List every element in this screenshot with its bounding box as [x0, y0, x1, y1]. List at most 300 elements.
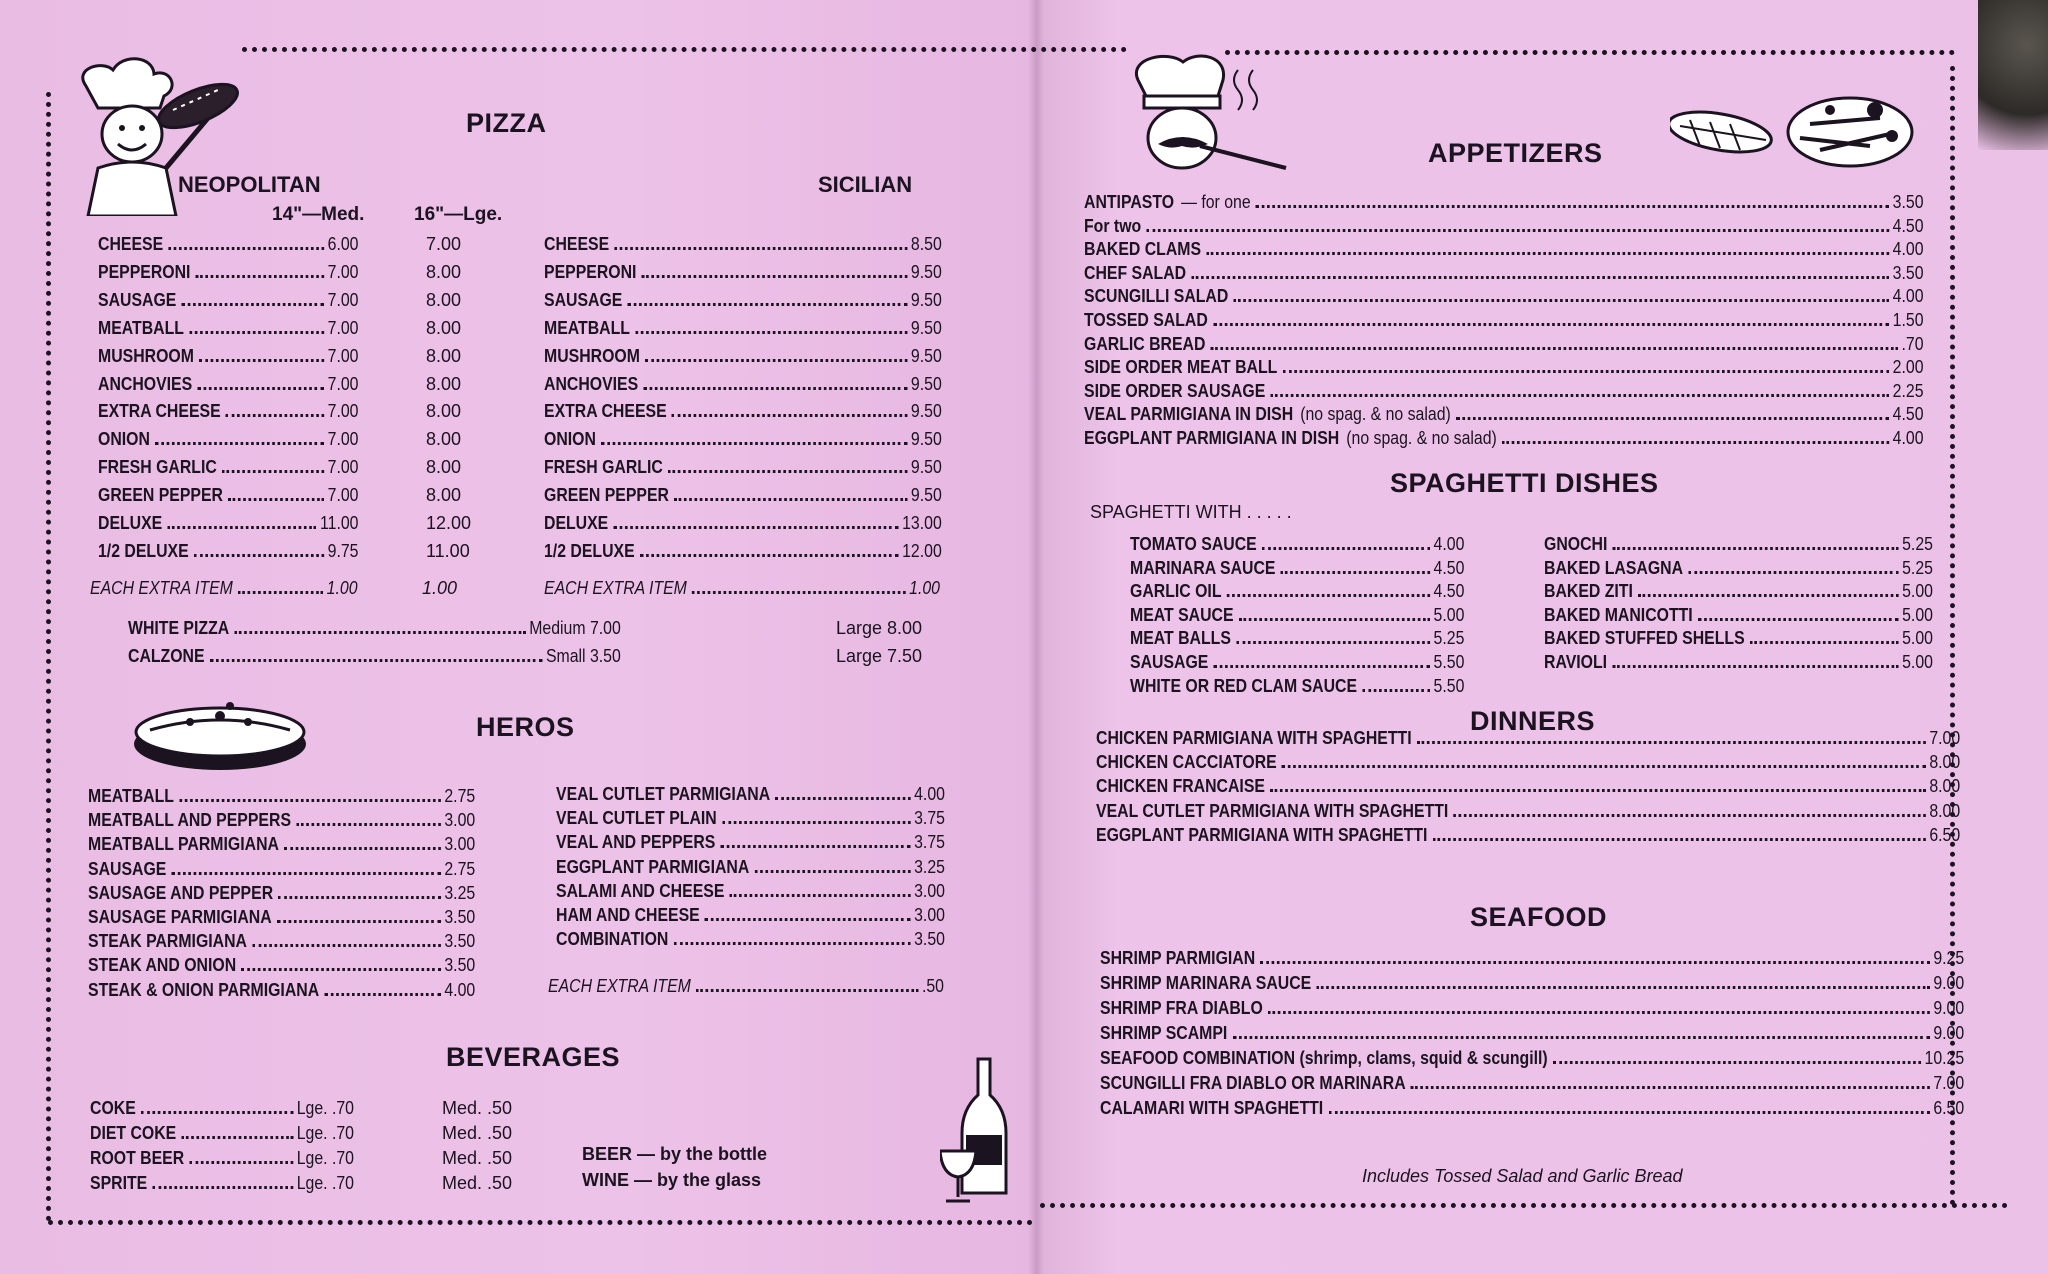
item-price: 9.00	[1933, 998, 1965, 1018]
item-price: 4.50	[1892, 215, 1924, 236]
item-price-large: 8.00	[426, 317, 462, 338]
item-price: 2.75	[444, 858, 476, 879]
item-price-medium: Med. .50	[442, 1098, 513, 1118]
item-name: TOSSED SALAD	[1084, 310, 1208, 330]
item-price: 4.00	[1892, 428, 1924, 448]
item-name: SAUSAGE	[544, 289, 623, 310]
spaghetti-row	[1544, 652, 1933, 673]
item-price: 3.75	[914, 832, 945, 853]
hero-row	[556, 905, 945, 926]
beer-line: BEER — by the bottle	[582, 1144, 768, 1164]
dinner-row	[1096, 776, 1960, 797]
appetizer-row	[1084, 263, 1924, 284]
item-price-med: 1.00	[326, 578, 358, 598]
hero-row	[88, 859, 475, 880]
item-price: 3.50	[444, 955, 476, 976]
spaghetti-row	[1544, 558, 1933, 579]
neopolitan-row	[98, 485, 358, 506]
item-name: GARLIC BREAD	[1084, 333, 1206, 354]
item-name: CALAMARI WITH SPAGHETTI	[1100, 1098, 1324, 1118]
leader-dots	[168, 247, 324, 250]
item-name: HAM AND CHEESE	[556, 905, 700, 925]
item-price: 9.50	[910, 485, 942, 506]
seafood-row	[1100, 1098, 1964, 1119]
item-name: GARLIC OIL	[1130, 581, 1222, 602]
sicilian-row	[544, 513, 942, 534]
item-price: 5.25	[1433, 628, 1465, 649]
border-top-left	[242, 47, 1127, 52]
appetizer-row	[1084, 286, 1924, 307]
item-name: SAUSAGE	[98, 289, 177, 310]
sicilian-row	[544, 429, 942, 450]
item-name: STEAK PARMIGIANA	[88, 931, 247, 952]
border-bottom-right	[1040, 1203, 2008, 1208]
spaghetti-heading: SPAGHETTI DISHES	[1390, 468, 1659, 498]
item-price-med: 7.00	[327, 317, 359, 338]
leader-dots	[196, 275, 324, 278]
item-name: SAUSAGE	[88, 858, 167, 879]
leader-dots	[635, 331, 907, 334]
leader-dots	[1688, 571, 1898, 574]
item-name: WHITE OR RED CLAM SAUCE	[1130, 675, 1358, 696]
item-name: 1/2 DELUXE	[544, 540, 635, 561]
item-price: 4.50	[1433, 581, 1465, 602]
leader-dots	[1256, 205, 1889, 208]
item-name: MEATBALL	[98, 317, 184, 338]
item-name: MEATBALL PARMIGIANA	[88, 834, 279, 855]
item-name: ANTIPASTO	[1084, 192, 1175, 212]
item-price-large: Lge. .70	[296, 1098, 354, 1118]
hero-row	[556, 881, 945, 902]
hero-row	[556, 832, 945, 853]
item-price: 8.50	[910, 234, 942, 254]
leader-dots	[692, 591, 905, 594]
spaghetti-row	[1130, 652, 1464, 673]
item-price: 9.50	[910, 261, 942, 282]
item-price: 4.00	[1892, 239, 1924, 260]
spaghetti-row	[1130, 558, 1464, 579]
beverage-row	[90, 1148, 354, 1169]
neopolitan-row	[98, 234, 358, 255]
leader-dots	[1260, 961, 1929, 964]
hero-row	[88, 834, 475, 855]
border-bottom-left	[48, 1220, 1033, 1225]
item-price: 9.00	[1933, 1023, 1965, 1043]
item-name: SIDE ORDER MEAT BALL	[1084, 357, 1278, 378]
item-price: 8.00	[1929, 800, 1961, 821]
item-price: 3.50	[1892, 262, 1924, 283]
leader-dots	[1146, 229, 1889, 232]
hero-row	[556, 857, 945, 878]
leader-dots	[674, 942, 911, 945]
leader-dots	[643, 387, 907, 390]
item-price-small: Small 3.50	[545, 646, 621, 666]
item-name: SHRIMP PARMIGIAN	[1100, 948, 1256, 968]
spaghetti-row	[1544, 581, 1933, 602]
item-name: CHICKEN PARMIGIANA WITH SPAGHETTI	[1096, 728, 1412, 748]
spaghetti-row	[1544, 628, 1933, 649]
item-note: (no spag. & no salad)	[1346, 428, 1497, 448]
antipasto-platter-icon	[1670, 80, 1915, 175]
dinner-row	[1096, 825, 1960, 846]
item-name: SHRIMP SCAMPI	[1100, 1023, 1228, 1043]
sicilian-row	[544, 262, 942, 283]
item-name: SHRIMP MARINARA SAUCE	[1100, 973, 1312, 993]
item-price: 8.00	[1929, 752, 1961, 773]
spaghetti-row	[1544, 534, 1933, 555]
appetizer-row	[1084, 428, 1924, 449]
page-fold	[1028, 0, 1044, 1274]
wine-line: WINE — by the glass	[582, 1170, 762, 1190]
item-name: STEAK & ONION PARMIGIANA	[88, 979, 320, 1000]
leader-dots	[1213, 323, 1889, 326]
neopolitan-row	[98, 541, 358, 562]
leader-dots	[324, 993, 440, 996]
appetizer-row	[1084, 192, 1924, 213]
item-price-med: 7.00	[327, 261, 359, 282]
item-price: 9.50	[910, 373, 942, 394]
leader-dots	[645, 359, 907, 362]
item-name: VEAL AND PEPPERS	[556, 832, 716, 853]
spaghetti-row	[1130, 534, 1464, 555]
item-price: 2.75	[444, 786, 476, 806]
leader-dots	[182, 1136, 294, 1139]
leader-dots	[1456, 417, 1889, 420]
item-name: MEATBALL AND PEPPERS	[88, 810, 292, 831]
item-price: .70	[1901, 333, 1924, 354]
item-price-large: 8.00	[426, 457, 462, 478]
sicilian-row	[544, 541, 942, 562]
item-name: RAVIOLI	[1544, 652, 1608, 672]
item-name: DELUXE	[98, 513, 163, 533]
hero-row	[556, 784, 945, 805]
leader-dots	[1283, 370, 1890, 373]
item-price-med: 11.00	[320, 513, 359, 533]
leader-dots	[1417, 741, 1926, 744]
countertop-corner	[1978, 0, 2048, 150]
item-name: CHICKEN CACCIATORE	[1096, 752, 1277, 773]
item-price: 7.00	[1933, 1073, 1965, 1093]
leader-dots	[1282, 765, 1926, 768]
seafood-row	[1100, 998, 1964, 1019]
item-price: 5.50	[1433, 675, 1465, 696]
item-name: MARINARA SAUCE	[1130, 557, 1276, 578]
leader-dots	[1206, 252, 1889, 255]
white-pizza-large-price: Large 8.00	[836, 618, 923, 638]
item-price-med: 7.00	[327, 457, 359, 478]
item-note: (no spag. & no salad)	[1300, 404, 1451, 425]
item-name: 1/2 DELUXE	[98, 540, 189, 561]
item-price-large: 8.00	[426, 261, 462, 282]
leader-dots	[182, 303, 325, 306]
leader-dots	[1553, 1061, 1921, 1064]
item-name: STEAK AND ONION	[88, 955, 237, 976]
item-price: 9.50	[910, 317, 942, 338]
item-price: 4.00	[444, 979, 476, 1000]
item-name: ANCHOVIES	[98, 373, 193, 394]
item-name: SCUNGILLI SALAD	[1084, 286, 1229, 307]
item-price: 4.00	[1892, 286, 1924, 307]
item-name: EACH EXTRA ITEM	[90, 578, 233, 598]
item-name: SIDE ORDER SAUSAGE	[1084, 380, 1266, 401]
item-price-large: 8.00	[426, 373, 462, 394]
item-name: TOMATO SAUCE	[1130, 534, 1257, 554]
item-price: 7.00	[1929, 728, 1961, 748]
hero-row	[88, 931, 475, 952]
item-name: ONION	[544, 429, 596, 450]
hero-row	[88, 955, 475, 976]
spaghetti-row	[1130, 676, 1464, 697]
item-price: 10.25	[1924, 1048, 1965, 1068]
item-price-large: 8.00	[426, 429, 462, 450]
sicilian-row	[544, 318, 942, 339]
item-price-medium: Med. .50	[442, 1148, 513, 1168]
leader-dots	[672, 414, 907, 417]
item-note: — for one	[1181, 192, 1251, 212]
dinner-row	[1096, 728, 1960, 749]
seafood-footnote: Includes Tossed Salad and Garlic Bread	[1362, 1166, 1683, 1186]
item-price: 3.00	[444, 834, 476, 855]
leader-dots	[668, 470, 907, 473]
leader-dots	[1638, 594, 1898, 597]
item-name: SAUSAGE	[1130, 652, 1209, 672]
item-name: MEAT SAUCE	[1130, 604, 1234, 625]
item-price: 9.50	[910, 345, 942, 366]
item-price: 8.00	[1929, 776, 1961, 797]
item-name: CHEESE	[544, 234, 610, 254]
wine-bottle-glass-icon	[940, 1055, 1012, 1205]
calzone-large-price: Large 7.50	[836, 646, 923, 666]
leader-dots	[755, 870, 911, 873]
item-price: 12.00	[902, 540, 942, 561]
leader-dots	[640, 554, 899, 557]
item-price: 5.00	[1902, 652, 1933, 672]
neopolitan-row	[98, 318, 358, 339]
leader-dots	[168, 526, 317, 529]
dinners-heading: DINNERS	[1470, 706, 1596, 736]
item-price: 9.50	[910, 289, 942, 310]
sicilian-heading: SICILIAN	[818, 172, 913, 197]
item-name: EXTRA CHEESE	[544, 401, 667, 422]
item-price: 9.50	[910, 457, 942, 478]
item-price: 5.50	[1433, 652, 1465, 672]
item-name: CHEESE	[98, 234, 164, 254]
item-name: FRESH GARLIC	[98, 457, 217, 478]
leader-dots	[696, 989, 918, 992]
item-price-med: 7.00	[327, 345, 359, 366]
item-price: 5.00	[1902, 628, 1933, 649]
hero-row	[88, 907, 475, 928]
leader-dots	[296, 823, 441, 826]
leader-dots	[1234, 299, 1890, 302]
item-price: 2.00	[1892, 357, 1924, 378]
item-price: 5.25	[1902, 557, 1933, 578]
leader-dots	[722, 821, 911, 824]
item-name: ANCHOVIES	[544, 373, 639, 394]
item-price: 3.25	[444, 882, 476, 903]
leader-dots	[721, 845, 911, 848]
item-name: BAKED ZITI	[1544, 581, 1633, 602]
item-name: DELUXE	[544, 513, 609, 533]
sicilian-row	[544, 485, 942, 506]
leader-dots	[222, 470, 324, 473]
item-name: VEAL PARMIGIANA IN DISH	[1084, 404, 1294, 425]
item-price: .50	[921, 976, 944, 996]
item-price: 3.00	[914, 880, 945, 901]
leader-dots	[1211, 347, 1898, 350]
item-name: GNOCHI	[1544, 534, 1608, 554]
leader-dots	[155, 442, 324, 445]
leader-dots	[1271, 394, 1890, 397]
item-price-large: Lge. .70	[296, 1123, 354, 1143]
sicilian-row	[544, 346, 942, 367]
item-price: 1.50	[1892, 310, 1924, 330]
leader-dots	[642, 275, 908, 278]
border-left	[46, 92, 51, 1222]
dinner-row	[1096, 752, 1960, 773]
appetizer-row	[1084, 404, 1924, 425]
hero-row	[88, 980, 475, 1001]
seafood-heading: SEAFOOD	[1470, 902, 1608, 932]
leader-dots	[226, 414, 324, 417]
item-name: For two	[1084, 215, 1142, 236]
leader-dots	[1236, 641, 1430, 644]
item-name: EACH EXTRA ITEM	[544, 578, 687, 598]
item-name: MUSHROOM	[544, 345, 640, 366]
leader-dots	[189, 331, 324, 334]
leader-dots	[210, 659, 543, 662]
item-name: EGGPLANT PARMIGIANA WITH SPAGHETTI	[1096, 824, 1428, 845]
appetizer-row	[1084, 310, 1924, 331]
sicilian-row	[544, 457, 942, 478]
sicilian-row	[544, 234, 942, 255]
neopolitan-row	[98, 262, 358, 283]
item-name: SAUSAGE AND PEPPER	[88, 882, 274, 903]
appetizer-row	[1084, 381, 1924, 402]
appetizers-heading: APPETIZERS	[1428, 138, 1603, 168]
item-price: 9.50	[910, 429, 942, 450]
leader-dots	[601, 442, 907, 445]
neopolitan-extra-large-price: 1.00	[422, 578, 458, 598]
spaghetti-intro: SPAGHETTI WITH . . . . .	[1090, 502, 1292, 522]
leader-dots	[1191, 276, 1889, 279]
item-name: SHRIMP FRA DIABLO	[1100, 998, 1263, 1018]
leader-dots	[1433, 838, 1926, 841]
item-price: 3.25	[914, 856, 945, 877]
item-name: COKE	[90, 1098, 136, 1118]
leader-dots	[1270, 789, 1926, 792]
neopolitan-row	[98, 513, 358, 534]
item-price: 4.00	[914, 784, 945, 804]
item-price-large: 8.00	[426, 401, 462, 422]
item-name: FRESH GARLIC	[544, 457, 663, 478]
spaghetti-row	[1130, 605, 1464, 626]
item-name: SCUNGILLI FRA DIABLO OR MARINARA	[1100, 1073, 1406, 1093]
heros-heading: HEROS	[476, 712, 575, 742]
item-price-med: 7.00	[327, 401, 359, 422]
item-name: BAKED CLAMS	[1084, 239, 1202, 260]
item-price-large: 11.00	[426, 540, 470, 561]
item-price-large: 8.00	[426, 485, 462, 506]
pizza-heading: PIZZA	[466, 108, 547, 138]
leader-dots	[705, 918, 911, 921]
spaghetti-row	[1130, 581, 1464, 602]
leader-dots	[277, 920, 441, 923]
item-price-medium: Medium 7.00	[529, 618, 621, 638]
item-price-medium: Med. .50	[442, 1123, 513, 1143]
leader-dots	[1411, 1086, 1930, 1089]
item-price-medium: Med. .50	[442, 1173, 513, 1193]
item-name: GREEN PEPPER	[98, 485, 224, 506]
leader-dots	[234, 631, 525, 634]
hero-row	[88, 810, 475, 831]
leader-dots	[1698, 618, 1899, 621]
item-name: VEAL CUTLET PARMIGIANA	[556, 784, 771, 804]
leader-dots	[1454, 814, 1926, 817]
item-name: SPRITE	[90, 1173, 148, 1193]
beverage-row	[90, 1098, 354, 1119]
item-name: BAKED LASAGNA	[1544, 557, 1684, 578]
item-name: VEAL CUTLET PARMIGIANA WITH SPAGHETTI	[1096, 800, 1449, 821]
leader-dots	[228, 498, 324, 501]
leader-dots	[614, 247, 907, 250]
neopolitan-row	[98, 457, 358, 478]
item-price-large: 8.00	[426, 345, 462, 366]
leader-dots	[199, 359, 324, 362]
item-name: EGGPLANT PARMIGIANA	[556, 856, 750, 877]
leader-dots	[189, 1161, 293, 1164]
item-name: PEPPERONI	[98, 261, 191, 282]
beverage-row	[90, 1123, 354, 1144]
leader-dots	[775, 797, 910, 800]
spaghetti-row	[1544, 605, 1933, 626]
pizza-pie-icon	[130, 692, 310, 774]
item-name: EACH EXTRA ITEM	[548, 976, 691, 996]
seafood-row	[1100, 973, 1964, 994]
item-price: 2.25	[1892, 380, 1924, 401]
item-price-med: 9.75	[327, 540, 359, 561]
item-price: 4.00	[1433, 534, 1465, 554]
item-price: 3.50	[1892, 192, 1924, 212]
item-name: WHITE PIZZA	[128, 618, 230, 638]
leader-dots	[1233, 1036, 1930, 1039]
item-name: ROOT BEER	[90, 1148, 185, 1168]
calzone-row	[128, 646, 621, 667]
item-price: 1.00	[909, 578, 940, 598]
leader-dots	[674, 498, 907, 501]
item-price: 3.00	[444, 810, 476, 831]
item-name: SAUSAGE PARMIGIANA	[88, 907, 272, 927]
item-price: 9.25	[1933, 948, 1965, 968]
seafood-row	[1100, 1073, 1964, 1094]
leader-dots	[1613, 547, 1899, 550]
item-price-large: Lge. .70	[296, 1173, 354, 1193]
hero-row	[88, 786, 475, 807]
appetizer-row	[1084, 216, 1924, 237]
sicilian-row	[544, 374, 942, 395]
item-price-med: 7.00	[327, 485, 359, 506]
col-medium-label: 14"—Med.	[272, 204, 365, 225]
sicilian-extra-row	[544, 578, 940, 599]
item-price: 5.25	[1902, 534, 1933, 554]
item-price-med: 7.00	[327, 429, 359, 450]
item-price: 5.00	[1433, 604, 1465, 625]
item-price-large: 8.00	[426, 289, 462, 310]
leader-dots	[1750, 641, 1899, 644]
leader-dots	[152, 1186, 293, 1189]
leader-dots	[238, 591, 323, 594]
item-name: MEATBALL	[544, 317, 630, 338]
